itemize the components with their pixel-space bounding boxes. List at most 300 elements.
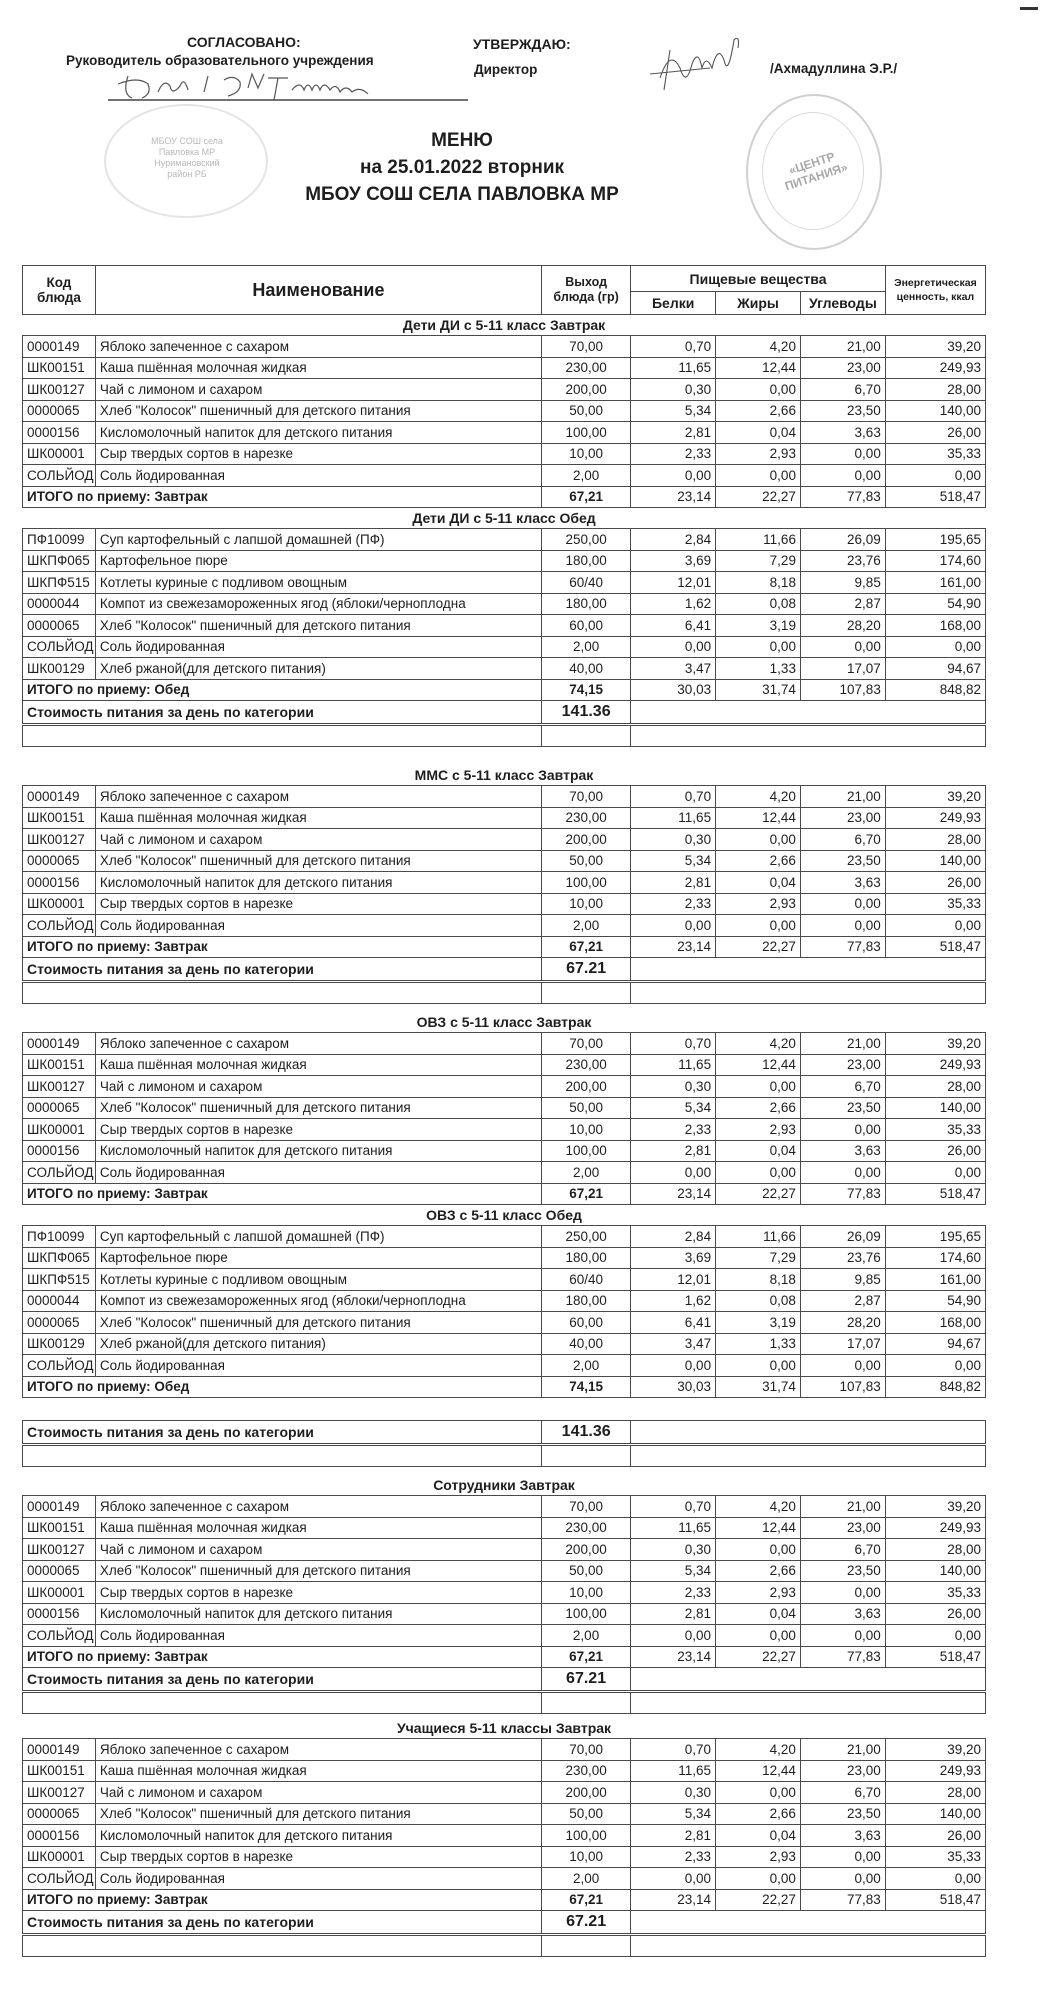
carbs-value: 9,85 [800,572,885,594]
carbs-value: 0,00 [800,1355,885,1377]
dish-code: 0000044 [23,1290,96,1312]
protein-value: 2,33 [631,893,716,915]
total-energy: 848,82 [885,1376,985,1398]
carbs-value: 17,07 [800,658,885,680]
dish-output: 2,00 [542,636,631,658]
dish-name: Яблоко запеченное с сахаром [95,1033,541,1055]
dish-name: Котлеты куриные с подливом овощным [95,572,541,594]
protein-value: 11,65 [631,807,716,829]
total-fat: 22,27 [716,486,801,508]
carbs-value: 6,70 [800,1782,885,1804]
protein-value: 0,70 [631,786,716,808]
carbs-value: 2,87 [800,1290,885,1312]
carbs-value: 26,09 [800,1226,885,1248]
dish-output: 50,00 [542,1097,631,1119]
energy-value: 0,00 [885,1355,985,1377]
dish-name: Хлеб "Колосок" пшеничный для детского питания [95,850,541,872]
table-row [23,915,986,937]
dish-name: Хлеб "Колосок" пшеничный для детского питания [95,1803,541,1825]
carbs-value: 0,00 [800,443,885,465]
protein-value: 2,81 [631,422,716,444]
dish-code: СОЛЬЙОД [23,1868,96,1890]
carbs-value: 0,00 [800,915,885,937]
section-3 [23,1012,986,1205]
section-title: ММС с 5-11 класс Завтрак [414,767,594,783]
col-header-nutrients: Пищевые вещества [631,266,886,292]
dish-output: 180,00 [542,1247,631,1269]
total-carbs: 77,83 [800,936,885,958]
total-output: 67,21 [541,1646,630,1668]
carbs-value: 23,00 [800,1517,885,1539]
table-row [23,615,986,637]
blank-cell [631,1935,986,1957]
dish-output: 180,00 [542,593,631,615]
dish-output: 200,00 [542,379,631,401]
dish-output: 180,00 [542,550,631,572]
dish-name: Хлеб ржаной(для детского питания) [95,1333,541,1355]
carbs-value: 3,63 [800,1825,885,1847]
table-row [23,1782,986,1804]
cost-row [23,701,986,725]
dish-name: Кисломолочный напиток для детского питания [95,1825,541,1847]
carbs-value: 0,00 [800,1846,885,1868]
protein-value: 5,34 [631,850,716,872]
cost-label: Стоимость питания за день по категории [23,1421,542,1445]
fat-value: 0,04 [716,422,801,444]
dish-output: 70,00 [541,1739,630,1761]
dish-name: Каша пшённая молочная жидкая [95,357,541,379]
col-header-energy: Энергетическая ценность, ккал [885,266,985,315]
school-name: МБОУ СОШ СЕЛА ПАВЛОВКА МР [305,184,619,205]
blank-cell [631,1692,986,1714]
carbs-value: 21,00 [800,1739,885,1761]
table-row [23,1097,986,1119]
carbs-value: 23,76 [800,1247,885,1269]
energy-value: 35,33 [885,443,985,465]
protein-value: 3,69 [631,550,716,572]
dish-code: ШК00001 [23,1582,96,1604]
dish-output: 2,00 [542,1162,631,1184]
protein-value: 0,00 [631,915,716,937]
protein-value: 12,01 [631,572,716,594]
dish-code: ШК00001 [23,893,96,915]
energy-value: 195,65 [885,1226,985,1248]
protein-value: 1,62 [631,1290,716,1312]
dish-output: 2,00 [542,915,631,937]
table-row [23,1603,986,1625]
table-row [23,1539,986,1561]
fat-value: 0,04 [716,1140,801,1162]
carbs-value: 6,70 [800,1539,885,1561]
dish-output: 250,00 [542,529,631,551]
table-row [23,529,986,551]
energy-value: 168,00 [885,615,985,637]
cost-value: 141.36 [542,1421,631,1445]
blank-cell [541,1692,630,1714]
scan-edge-mark [1020,7,1038,10]
dish-code: 0000156 [23,422,96,444]
dish-output: 200,00 [542,1076,631,1098]
carbs-value: 3,63 [800,872,885,894]
dish-code: ШКПФ065 [23,550,96,572]
total-row [23,1646,986,1668]
fat-value: 2,93 [716,1582,801,1604]
total-row [23,486,986,508]
dish-code: ШК00151 [23,807,96,829]
fat-value: 12,44 [716,1517,801,1539]
protein-value: 0,70 [631,1739,716,1761]
dish-name: Каша пшённая молочная жидкая [95,1760,541,1782]
menu-table-staff [22,1475,986,1714]
dish-code: СОЛЬЙОД [23,915,96,937]
table-row [23,336,986,358]
protein-value: 2,33 [631,1582,716,1604]
section-title: Учащиеся 5-11 классы Завтрак [396,1720,612,1736]
dish-name: Хлеб "Колосок" пшеничный для детского питания [95,615,541,637]
dish-output: 10,00 [542,893,631,915]
fat-value: 12,44 [716,807,801,829]
dish-name: Каша пшённая молочная жидкая [95,807,541,829]
dish-code: 0000065 [23,1097,96,1119]
protein-value: 12,01 [631,1269,716,1291]
total-carbs: 107,83 [800,1376,885,1398]
table-row [23,829,986,851]
total-row [23,936,986,958]
blank-cell [542,982,631,1004]
fat-value: 2,93 [716,443,801,465]
protein-value: 1,62 [631,593,716,615]
dish-code: ШК00001 [23,443,96,465]
table-row [23,1560,986,1582]
energy-value: 161,00 [885,572,985,594]
fat-value: 2,93 [716,1119,801,1141]
dish-code: ШК00127 [23,1076,96,1098]
carbs-value: 28,20 [800,1312,885,1334]
total-carbs: 77,83 [800,1183,885,1205]
protein-value: 2,33 [631,1846,716,1868]
col-header-protein: Белки [631,292,716,315]
fat-value: 0,04 [716,1825,801,1847]
energy-value: 35,33 [885,1846,985,1868]
dish-name: Хлеб "Колосок" пшеничный для детского питания [95,1312,541,1334]
energy-value: 28,00 [885,1782,985,1804]
dish-code: ШК00001 [23,1119,96,1141]
section-title: Сотрудники Завтрак [433,1477,575,1493]
energy-value: 249,93 [885,1054,985,1076]
dish-code: 0000065 [23,1803,96,1825]
dish-code: ШК00127 [23,1539,96,1561]
blank-cell [631,1445,986,1467]
dish-name: Суп картофельный с лапшой домашней (ПФ) [95,1226,541,1248]
section-title: Дети ДИ с 5-11 класс Обед [412,510,596,526]
fat-value: 11,66 [716,529,801,551]
carbs-value: 6,70 [800,1076,885,1098]
dish-output: 200,00 [541,1782,630,1804]
blank-cell [631,725,986,747]
fat-value: 0,00 [716,829,801,851]
fat-value: 2,66 [716,1803,801,1825]
dish-code: 0000156 [23,872,96,894]
approve-role: Директор [474,62,538,77]
blank-cell [23,1692,542,1714]
blank-cell [631,982,986,1004]
approve-label: УТВЕРЖДАЮ: [473,36,571,52]
section-title-row [23,508,986,529]
dish-output: 10,00 [541,1582,630,1604]
fat-value: 0,04 [716,872,801,894]
total-energy: 848,82 [885,679,985,701]
table-row [23,893,986,915]
energy-value: 54,90 [885,593,985,615]
dish-code: СОЛЬЙОД [23,465,96,487]
dish-code: 0000065 [23,400,96,422]
dish-name: Соль йодированная [95,915,541,937]
carbs-value: 23,76 [800,550,885,572]
energy-value: 35,33 [885,893,985,915]
protein-value: 0,30 [631,379,716,401]
energy-value: 0,00 [885,465,985,487]
dish-output: 10,00 [541,1846,630,1868]
carbs-value: 23,50 [800,1560,885,1582]
dish-name: Сыр твердых сортов в нарезке [95,1582,541,1604]
menu-table-ovz [22,1012,986,1398]
carbs-value: 0,00 [800,1119,885,1141]
table-row [23,1760,986,1782]
fat-value: 0,00 [716,915,801,937]
protein-value: 2,81 [631,1603,716,1625]
protein-value: 2,33 [631,1119,716,1141]
section-1 [23,508,986,747]
org-stamp-text: «ЦЕНТР ПИТАНИЯ» [783,149,850,194]
dish-code: 0000149 [23,1496,96,1518]
section-title-row [23,1012,986,1033]
protein-value: 0,70 [631,1496,716,1518]
dish-output: 10,00 [542,443,631,465]
protein-value: 5,34 [631,400,716,422]
dish-name: Чай с лимоном и сахаром [95,379,541,401]
dish-name: Яблоко запеченное с сахаром [95,336,541,358]
section-title-row [23,315,986,336]
table-row [23,1076,986,1098]
carbs-value: 3,63 [800,422,885,444]
table-row [23,1054,986,1076]
energy-value: 140,00 [885,850,985,872]
cost-label: Стоимость питания за день по категории [23,1911,542,1935]
agreed-signature [108,70,478,106]
dish-code: ШКПФ515 [23,572,96,594]
energy-value: 28,00 [885,829,985,851]
menu-date: на 25.01.2022 вторник [359,157,565,178]
dish-code: ШК00127 [23,829,96,851]
energy-value: 249,93 [885,357,985,379]
carbs-value: 26,09 [800,529,885,551]
blank-cell [23,982,542,1004]
dish-output: 70,00 [542,336,631,358]
protein-value: 2,84 [631,529,716,551]
menu-title: МЕНЮ [431,130,493,151]
menu-table-children-di [22,265,986,747]
total-label: ИТОГО по приему: Обед [23,1376,542,1398]
table-row [23,550,986,572]
carbs-value: 0,00 [800,1582,885,1604]
cost-row [23,1911,986,1935]
table-row [23,1312,986,1334]
carbs-value: 0,00 [800,893,885,915]
table-row [23,1496,986,1518]
dish-name: Компот из свежезамороженных ягод (яблоки/черноплодна [95,1290,541,1312]
energy-value: 0,00 [885,1162,985,1184]
fat-value: 0,00 [716,1625,801,1647]
table-row [23,1355,986,1377]
cost-empty [631,1911,986,1935]
dish-output: 70,00 [542,786,631,808]
total-protein: 23,14 [631,936,716,958]
energy-value: 35,33 [885,1119,985,1141]
fat-value: 2,93 [716,893,801,915]
protein-value: 2,81 [631,1825,716,1847]
section-title: ОВЗ с 5-11 класс Завтрак [416,1014,592,1030]
fat-value: 2,66 [716,850,801,872]
cost-row [23,1421,986,1445]
blank-row [23,982,986,1004]
protein-value: 5,34 [631,1560,716,1582]
fat-value: 1,33 [716,1333,801,1355]
protein-value: 0,70 [631,336,716,358]
table-row [23,357,986,379]
carbs-value: 23,50 [800,1097,885,1119]
energy-value: 54,90 [885,1290,985,1312]
total-label: ИТОГО по приему: Завтрак [23,486,542,508]
total-output: 74,15 [542,1376,631,1398]
total-output: 67,21 [542,1183,631,1205]
carbs-value: 0,00 [800,636,885,658]
energy-value: 28,00 [885,1076,985,1098]
approve-name: /Ахмадуллина Э.Р./ [770,61,898,76]
dish-name: Каша пшённая молочная жидкая [95,1517,541,1539]
total-energy: 518,47 [885,1646,985,1668]
total-label: ИТОГО по приему: Завтрак [23,1183,542,1205]
total-carbs: 77,83 [800,1889,885,1911]
energy-value: 0,00 [885,636,985,658]
protein-value: 11,65 [631,1517,716,1539]
dish-name: Чай с лимоном и сахаром [95,1539,541,1561]
fat-value: 4,20 [716,1496,801,1518]
protein-value: 0,30 [631,829,716,851]
dish-code: ШК00129 [23,658,96,680]
protein-value: 11,65 [631,1054,716,1076]
dish-code: 0000044 [23,593,96,615]
dish-output: 100,00 [542,872,631,894]
menu-table-mms [22,765,986,1004]
dish-name: Кисломолочный напиток для детского питания [95,1140,541,1162]
fat-value: 8,18 [716,1269,801,1291]
dish-name: Чай с лимоном и сахаром [95,829,541,851]
carbs-value: 23,00 [800,807,885,829]
blank-row [23,725,986,747]
carbs-value: 21,00 [800,336,885,358]
total-label: ИТОГО по приему: Завтрак [23,936,542,958]
energy-value: 140,00 [885,1097,985,1119]
dish-code: ШК00127 [23,1782,96,1804]
table-row [23,1162,986,1184]
fat-value: 4,20 [716,336,801,358]
total-output: 67,21 [541,1889,630,1911]
protein-value: 0,00 [631,1868,716,1890]
cost-empty [631,1421,986,1445]
dish-code: СОЛЬЙОД [23,1355,96,1377]
col-header-name: Наименование [95,266,541,315]
section-title: ОВЗ с 5-11 класс Обед [426,1207,582,1223]
dish-output: 230,00 [542,357,631,379]
carbs-value: 0,00 [800,465,885,487]
energy-value: 195,65 [885,529,985,551]
dish-code: ШК00151 [23,357,96,379]
cost-value: 67.21 [542,958,631,982]
section-4-cost [23,1421,986,1467]
energy-value: 0,00 [885,915,985,937]
table-row [23,465,986,487]
total-protein: 23,14 [631,1646,716,1668]
protein-value: 6,41 [631,615,716,637]
dish-output: 50,00 [542,400,631,422]
handwritten-signature-icon [108,70,478,106]
dish-name: Яблоко запеченное с сахаром [95,1739,541,1761]
dish-name: Соль йодированная [95,1625,541,1647]
fat-value: 0,00 [716,1162,801,1184]
fat-value: 0,00 [716,379,801,401]
dish-code: 0000156 [23,1603,96,1625]
total-protein: 30,03 [631,1376,716,1398]
energy-value: 174,60 [885,1247,985,1269]
cost-row [23,1668,986,1692]
table-row [23,1868,986,1890]
dish-output: 70,00 [542,1033,631,1055]
energy-value: 0,00 [885,1868,985,1890]
dish-name: Чай с лимоном и сахаром [95,1076,541,1098]
table-row [23,1290,986,1312]
dish-code: ШК00127 [23,379,96,401]
total-output: 67,21 [542,486,631,508]
section-4 [23,1205,986,1398]
fat-value: 4,20 [716,1739,801,1761]
dish-code: 0000149 [23,1739,96,1761]
dish-name: Компот из свежезамороженных ягод (яблоки/черноплодна [95,593,541,615]
carbs-value: 23,50 [800,400,885,422]
energy-value: 26,00 [885,1825,985,1847]
table-row [23,572,986,594]
protein-value: 5,34 [631,1097,716,1119]
energy-value: 0,00 [885,1625,985,1647]
section-6 [23,1718,986,1957]
dish-output: 200,00 [542,829,631,851]
menu-table-ovz-cost [22,1420,986,1467]
total-protein: 23,14 [631,1889,716,1911]
dish-code: ПФ10099 [23,529,96,551]
table-row [23,1846,986,1868]
table-row [23,1140,986,1162]
fat-value: 2,66 [716,1097,801,1119]
agreed-label: СОГЛАСОВАНО: [187,34,301,50]
blank-row [23,1445,986,1467]
protein-value: 0,30 [631,1539,716,1561]
fat-value: 12,44 [716,357,801,379]
dish-output: 250,00 [542,1226,631,1248]
table-row [23,807,986,829]
dish-name: Сыр твердых сортов в нарезке [95,1119,541,1141]
energy-value: 249,93 [885,1760,985,1782]
total-energy: 518,47 [885,486,985,508]
dish-code: 0000065 [23,615,96,637]
